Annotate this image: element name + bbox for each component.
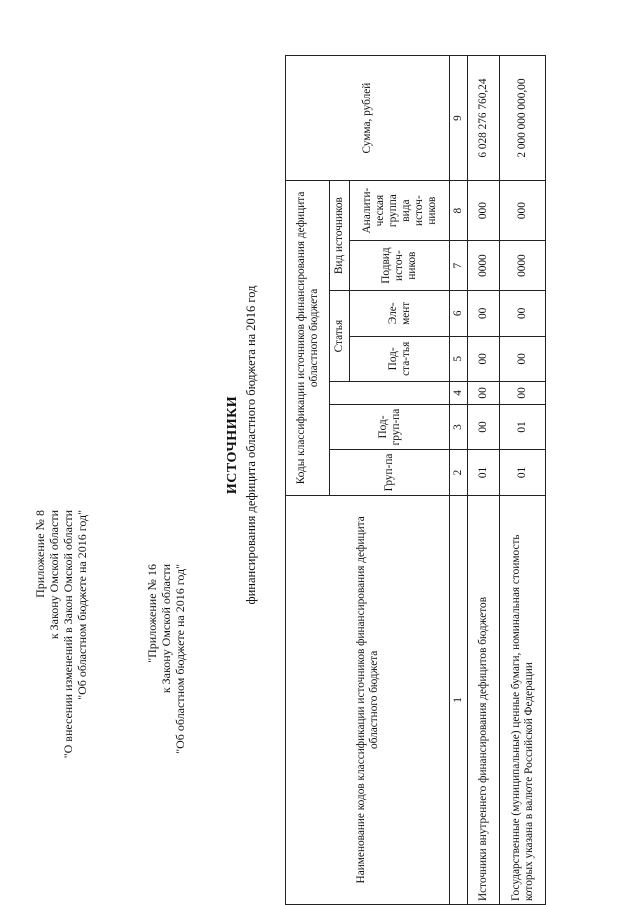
column-number: 8 xyxy=(450,181,468,241)
appendix-number: Приложение № 8 xyxy=(33,510,47,598)
row-code-element: 00 xyxy=(468,291,500,336)
appendix-number-original: "Приложение № 16 xyxy=(145,564,159,663)
header-element: Эле-мент xyxy=(350,291,450,336)
appendix-header xyxy=(33,510,89,900)
column-number: 7 xyxy=(450,241,468,291)
row-code-element: 00 xyxy=(500,291,546,336)
row-code-subgroup: 01 xyxy=(500,404,546,449)
row-name: Государственные (муниципальные) ценные бумаги, номинальная стоимость которых указана в валюте Российской Федерации xyxy=(500,495,546,904)
budget-law-line-original: "Об областном бюджете на 2016 год" xyxy=(173,564,187,754)
row-code-group: 01 xyxy=(500,450,546,495)
column-number: 1 xyxy=(450,495,468,904)
row-code-subgroup: 00 xyxy=(468,404,500,449)
column-number: 3 xyxy=(450,404,468,449)
column-number: 5 xyxy=(450,336,468,381)
header-empty xyxy=(330,382,450,405)
column-number: 4 xyxy=(450,382,468,405)
document-title: ИСТОЧНИКИ xyxy=(225,395,240,495)
row-code-subarticle: 00 xyxy=(468,336,500,381)
law-line-original: к Закону Омской области xyxy=(159,564,173,694)
column-numbers-row xyxy=(450,56,468,905)
document-subtitle: финансирования дефицита областного бюджета на 2016 год xyxy=(244,285,258,605)
amendment-line: "О внесении изменений в Закон Омской области xyxy=(61,510,75,759)
appendix-header-original xyxy=(145,564,187,900)
row-code-group: 01 xyxy=(468,450,500,495)
row-sum: 2 000 000 000,00 xyxy=(500,56,546,181)
column-number: 6 xyxy=(450,291,468,336)
row-code-subtype: 0000 xyxy=(468,241,500,291)
header-article: Статья xyxy=(330,291,350,382)
header-subgroup: Под-груп-па xyxy=(330,404,450,449)
column-number: 2 xyxy=(450,450,468,495)
header-subarticle: Под-ста-тья xyxy=(350,336,450,381)
row-code-section: 00 xyxy=(468,382,500,405)
sources-table xyxy=(285,55,546,905)
header-codes: Коды классификации источников финансирования дефицита областного бюджета xyxy=(286,181,330,496)
law-line: к Закону Омской области xyxy=(47,510,61,640)
row-code-analytic: 000 xyxy=(500,181,546,241)
row-code-analytic: 000 xyxy=(468,181,500,241)
header-group: Груп-па xyxy=(330,450,450,495)
row-sum: 6 028 276 760,24 xyxy=(468,56,500,181)
row-code-subtype: 0000 xyxy=(500,241,546,291)
table-row xyxy=(468,56,500,905)
document-title-block xyxy=(225,215,259,675)
row-code-section: 00 xyxy=(500,382,546,405)
budget-law-line: "Об областном бюджете на 2016 год" xyxy=(75,510,89,700)
row-code-subarticle: 00 xyxy=(500,336,546,381)
header-sum: Сумма, рублей xyxy=(286,56,450,181)
row-name: Источники внутреннего финансирования дефицитов бюджетов xyxy=(468,495,500,904)
header-source-type: Вид источников xyxy=(330,181,350,291)
header-name-column: Наименование кодов классификации источников финансирования дефицита областного бюджета xyxy=(286,495,450,904)
header-analytic-group: Аналити-ческая группа вида источ-ников xyxy=(350,181,450,241)
column-number: 9 xyxy=(450,56,468,181)
header-subtype: Подвид источ-ников xyxy=(350,241,450,291)
table-row xyxy=(500,56,546,905)
